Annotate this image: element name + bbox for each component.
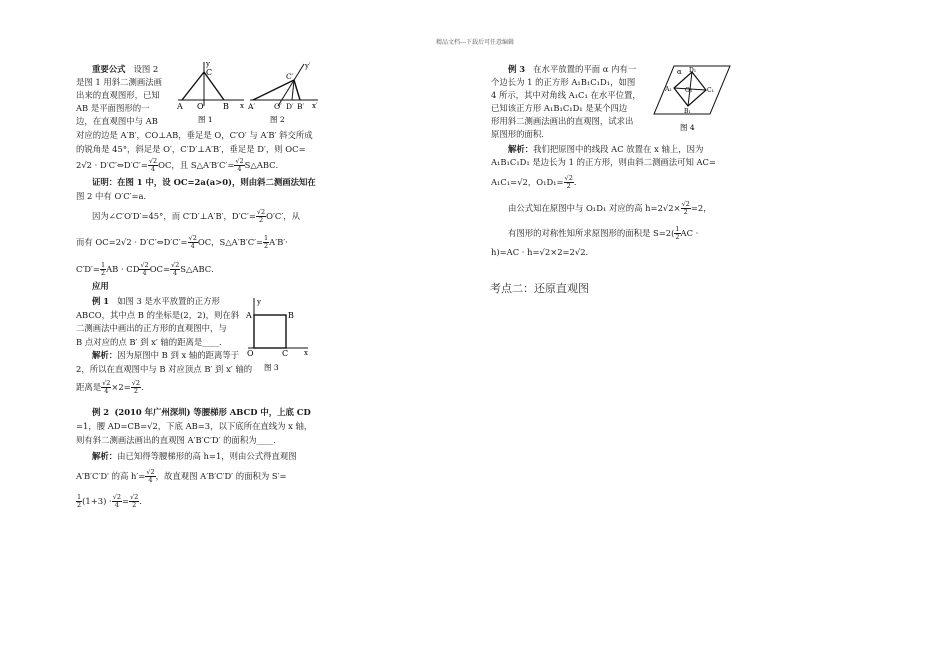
example-3-text: 在水平放置的平面 α 内有一 [533, 64, 637, 74]
example-2-line-6 [76, 494, 148, 509]
fraction [681, 201, 691, 216]
example-2-line-4 [92, 451, 297, 462]
frac-num: √2 [148, 157, 158, 165]
solution-label: 解析： [92, 451, 118, 461]
example-3-line-10 [508, 201, 712, 216]
frac-num: √2 [170, 261, 180, 269]
frac-den: 4 [142, 269, 147, 277]
label-b: B [288, 311, 294, 320]
frac-den: 4 [150, 165, 156, 173]
frac-den: 4 [114, 501, 119, 509]
solution-text: 因为原图中 B 到 x 轴的距离等于 [117, 350, 240, 360]
label-x: x [304, 349, 308, 357]
example-3-line-5: 形用斜二测画法画出的直观图，试求出 [491, 116, 634, 126]
frac-num: 1 [77, 493, 82, 501]
fraction [139, 262, 149, 277]
fraction [188, 235, 198, 250]
example-3-line-8: A₁B₁C₁D₁ 是边长为 1 的正方形，则由斜二测画法可知 AC= [491, 157, 716, 167]
example-2-line-5 [76, 469, 287, 484]
frac-num: √2 [140, 261, 149, 269]
figure-1-caption: 图 1 [198, 115, 213, 124]
text-run: (1+3) · [82, 496, 112, 506]
text-run: ×2= [111, 382, 131, 392]
example-1-line-2: ABCO，其中点 B 的坐标是(2，2)，则在斜 [76, 310, 240, 320]
frac-num: √2 [112, 493, 121, 501]
frac-den: 4 [237, 165, 242, 173]
text-run: =2， [690, 203, 712, 213]
frac-den: 4 [190, 242, 195, 250]
text-run: ，故直观图 A′B′C′D′ 的面积为 S′= [155, 471, 287, 481]
example-1-line-7 [76, 380, 149, 395]
formula-line-6: 对应的边是 A′B′，CO⊥AB，垂足是 O，C′O′ 与 A′B′ 斜交所成 [76, 130, 313, 140]
example-1-line-1 [92, 296, 220, 307]
frac-den: 2 [566, 182, 571, 190]
figure-4-caption: 图 4 [680, 123, 695, 132]
text-run: ． [573, 177, 583, 187]
label-o: O [197, 102, 204, 111]
figure-4 [652, 64, 732, 136]
fraction [112, 494, 122, 509]
text-run: OC，S△A′B′C′= [197, 237, 264, 247]
fraction [148, 158, 158, 173]
text-run: 因为∠C′O′D′=45°，而 C′D′⊥A′B′，D′C′= [92, 211, 256, 221]
proof-line-4 [76, 235, 288, 250]
label-c1: C₁ [707, 87, 714, 94]
fraction [101, 380, 111, 395]
example-2-line-3: 则有斜二测画法画出的直观图 A′B′C′D′ 的面积为____． [76, 435, 282, 445]
text-run: AC · [680, 228, 699, 238]
text-run: O′C′，从 [266, 211, 300, 221]
text-run: 由公式知在原图中与 O₁D₁ 对应的高 h=2√2× [508, 203, 681, 213]
example-3-line-7 [508, 144, 703, 155]
example-3-title: 例 3 [508, 64, 526, 74]
figure-1 [176, 60, 246, 128]
formula-line-5: 边，在直观图中与 AB [76, 116, 158, 126]
text-run: 2√2 · D′C′⇔D′C′= [76, 160, 148, 170]
frac-num: √2 [564, 174, 573, 182]
section-kaodian-2: 考点二：还原直观图 [490, 282, 589, 295]
label-y: y [257, 298, 261, 306]
solution-text: 由已知得等腰梯形的高 h=1，则由公式得直观图 [117, 451, 297, 461]
proof-text: 证明：在图 1 中，设 OC=2a(a>0)，则由斜二测画法知在 [92, 177, 316, 187]
example-1-text: 如图 3 是水平放置的正方形 [117, 296, 220, 306]
frac-num: √2 [681, 200, 690, 208]
example-3-line-1 [508, 64, 636, 75]
formula-line-1 [92, 64, 158, 75]
label-d1: D₁ [689, 67, 697, 74]
fraction [145, 469, 155, 484]
formula-title: 重要公式 [92, 64, 126, 74]
example-2-text: (2010 年广州深圳) 等腰梯形 ABCD 中，上底 CD [114, 407, 311, 417]
label-c-prime: C′ [286, 72, 294, 81]
label-o: O [247, 349, 254, 358]
figure-2 [248, 60, 320, 128]
frac-num: √2 [130, 493, 139, 501]
frac-num: √2 [131, 379, 141, 387]
frac-num: √2 [102, 379, 111, 387]
fraction [564, 175, 574, 190]
formula-line-3: 出来的直观图形，已知 [76, 90, 160, 100]
label-x: x [240, 102, 244, 110]
fraction [234, 158, 244, 173]
frac-den: 4 [173, 269, 178, 277]
page-header: 精品文档---下载后可任意编辑 [435, 39, 515, 46]
example-3-line-11 [508, 226, 698, 241]
frac-den: 2 [100, 269, 106, 277]
square-abco [254, 315, 286, 348]
label-b: B [223, 102, 229, 111]
text-run: C′D′= [76, 264, 100, 274]
formula-text: 设图 2 [133, 64, 159, 74]
example-2-title: 例 2 [92, 407, 110, 417]
solution-label: 解析： [508, 144, 534, 154]
fraction [256, 209, 266, 224]
frac-num: √2 [188, 234, 197, 242]
solution-text: 我们把原图中的线段 AC 放置在 x 轴上，因为 [533, 144, 704, 154]
formula-line-7: 的锐角是 45°，斜足是 O′，C′D′⊥A′B′，垂足是 D′，则 OC= [76, 144, 306, 154]
frac-den: 2 [675, 233, 680, 241]
fraction [131, 380, 141, 395]
text-run: OC= [149, 264, 170, 274]
label-y: y [206, 60, 210, 68]
segment-ca [182, 72, 204, 100]
section-yingyong: 应用 [92, 281, 109, 291]
example-3-line-12: h)=AC · h=√2×2=2√2． [491, 247, 594, 257]
text-run: AB · CD [106, 264, 140, 274]
example-3-line-4: 已知该正方形 A₁B₁C₁D₁ 是某个四边 [491, 103, 628, 113]
label-o-prime: O′ [274, 102, 282, 111]
label-a: A [177, 102, 183, 111]
label-b1: B₁ [684, 108, 691, 115]
label-b-prime: B′ [297, 102, 305, 111]
proof-line-5 [76, 262, 220, 277]
frac-den: 2 [133, 387, 138, 395]
frac-num: 1 [675, 225, 680, 233]
frac-den: 4 [104, 387, 109, 395]
frac-den: 2 [77, 501, 82, 509]
label-a-prime: A′ [248, 102, 256, 111]
label-d-prime: D′ [286, 102, 294, 111]
text-run: ． [139, 496, 148, 506]
label-x-prime: x′ [312, 102, 318, 110]
example-1-line-3: 二测画法中画出的正方形的直观图中，与 [76, 323, 227, 333]
segment-cb [294, 80, 300, 100]
proof-line-3 [92, 209, 300, 224]
frac-den: 4 [148, 476, 153, 484]
label-o1: O₁ [685, 87, 693, 94]
label-c: C [282, 349, 289, 358]
example-3-line-6: 原图形的面积． [491, 129, 550, 139]
example-2-line-1 [92, 407, 311, 418]
formula-line-4: AB 是平面图形的一 [76, 103, 150, 113]
frac-num: √2 [256, 208, 266, 216]
text-run: A′B′C′D′ 的高 h′= [76, 471, 146, 481]
fraction [129, 494, 139, 509]
formula-line-2: 是图 1 用斜二测画法画 [76, 77, 163, 87]
solution-label: 解析： [92, 350, 118, 360]
text-run: ． [141, 382, 150, 392]
label-y-prime: y′ [305, 62, 311, 70]
frac-den: 2 [132, 501, 137, 509]
frac-num: √2 [235, 157, 244, 165]
text-run: OC，且 S△A′B′C′= [158, 160, 235, 170]
example-1-line-6: 2，所以在直观图中与 B 对应顶点 B′ 到 x′ 轴的 [76, 364, 253, 374]
figure-2-caption: 图 2 [270, 115, 285, 124]
text-run: A′B′· [269, 237, 288, 247]
label-alpha: α [677, 68, 682, 76]
proof-line-1 [92, 177, 316, 188]
text-run: S△ABC． [244, 160, 284, 170]
label-a: A [246, 311, 252, 320]
frac-den: 2 [264, 242, 269, 250]
text-run: 距离是 [76, 382, 102, 392]
example-1-line-4: B 点对应的点 B′ 到 x′ 轴的距离是____． [76, 337, 228, 347]
example-3-line-3: 4 所示，其中对角线 A₁C₁ 在水平位置， [491, 90, 641, 100]
text-run: 有图形的对称性知所求原图形的面积是 S=2( [508, 228, 675, 238]
figure-3 [244, 296, 312, 374]
fraction [170, 262, 180, 277]
proof-line-2: 图 2 中有 O′C′=a． [76, 191, 152, 201]
example-1-title: 例 1 [92, 296, 110, 306]
frac-num: 1 [100, 261, 106, 269]
label-a1: A₁ [665, 86, 672, 93]
text-run: = [121, 496, 129, 506]
figure-3-caption: 图 3 [264, 363, 279, 372]
text-run: 而有 OC=2√2 · D′C′⇔D′C′= [76, 237, 188, 247]
example-3-line-9 [491, 175, 582, 190]
frac-num: 1 [264, 234, 269, 242]
formula-line-8 [76, 158, 284, 173]
example-3-line-2: 个边长为 1 的正方形 A₁B₁C₁D₁，如图 [491, 77, 636, 87]
example-1-line-5 [92, 350, 239, 361]
frac-den: 2 [683, 208, 688, 216]
text-run: A₁C₁=√2，O₁D₁= [491, 177, 564, 187]
frac-num: √2 [146, 468, 155, 476]
frac-den: 2 [258, 216, 264, 224]
example-2-line-2: =1，腰 AD=CB=√2，下底 AB=3，以下底所在直线为 x 轴， [76, 421, 313, 431]
text-run: S△ABC． [180, 264, 220, 274]
label-c: C [206, 68, 213, 77]
